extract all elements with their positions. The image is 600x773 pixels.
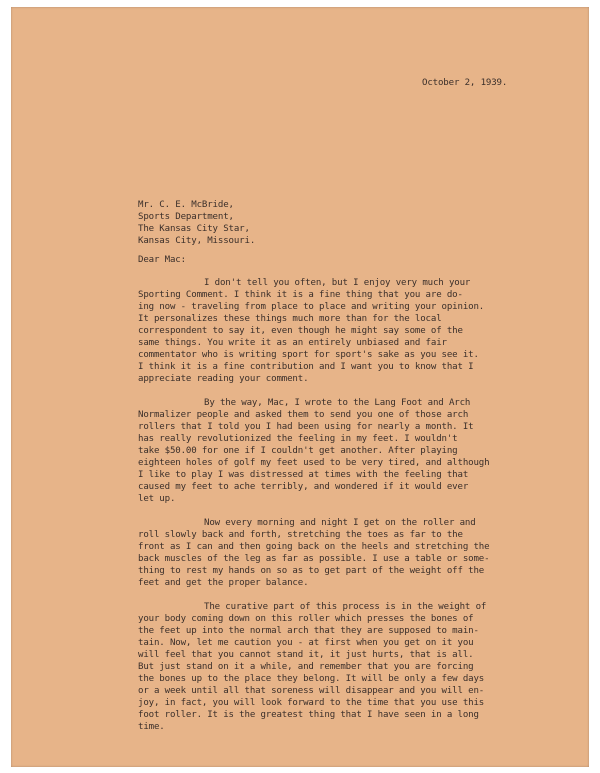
paragraph-4-line: will feel that you cannot stand it, it just hurts, that is all. (138, 650, 474, 660)
letter-sheet (11, 7, 589, 767)
paragraph-3-line: roll slowly back and forth, stretching the toes as far to the (138, 530, 463, 540)
paragraph-2-line: caused my feet to ache terribly, and wondered if it would ever (138, 482, 469, 492)
paragraph-3-line: Now every morning and night I get on the roller and (204, 518, 476, 528)
paragraph-1-line: ing now - traveling from place to place and writing your opinion. (138, 302, 485, 312)
paragraph-2-line: let up. (138, 494, 176, 504)
paragraph-2-line: rollers that I told you I had been using for nearly a month. It (138, 422, 474, 432)
salutation: Dear Mac: (138, 255, 186, 265)
paragraph-4-line: foot roller. It is the greatest thing that I have seen in a long (138, 710, 479, 720)
paragraph-4-line: time. (138, 722, 165, 732)
paragraph-4-line: The curative part of this process is in the weight of (204, 602, 487, 612)
paragraph-4-line: the feet up into the normal arch that they are supposed to main- (138, 626, 479, 636)
letter-body (11, 7, 589, 767)
paragraph-4-line: or a week until all that soreness will disappear and you will en- (138, 686, 485, 696)
paragraph-1-line: It personalizes these things much more than for the local (138, 314, 442, 324)
paragraph-3-line: back muscles of the leg as far as possible. I use a table or some- (138, 554, 490, 564)
letter-date: October 2, 1939. (422, 78, 508, 88)
paragraph-2-line: By the way, Mac, I wrote to the Lang Foot and Arch (204, 398, 471, 408)
paragraph-4-line: But just stand on it a while, and remember that you are forcing (138, 662, 474, 672)
address-line: Kansas City, Missouri. (138, 236, 256, 246)
address-line: Mr. C. E. McBride, (138, 200, 234, 210)
address-line: The Kansas City Star, (138, 224, 250, 234)
paragraph-1-line: I think it is a fine contribution and I want you to know that I (138, 362, 474, 372)
paragraph-4-line: the bones up to the place they belong. It will be only a few days (138, 674, 485, 684)
paragraph-1-line: same things. You write it as an entirely unbiased and fair (138, 338, 447, 348)
address-line: Sports Department, (138, 212, 234, 222)
paragraph-4-line: joy, in fact, you will look forward to the time that you use this (138, 698, 485, 708)
paragraph-1-line: Sporting Comment. I think it is a fine thing that you are do- (138, 290, 463, 300)
paragraph-1-line: correspondent to say it, even though he might say some of the (138, 326, 463, 336)
paragraph-4-line: tain. Now, let me caution you - at first when you get on it you (138, 638, 474, 648)
paragraph-2-line: has really revolutionized the feeling in my feet. I wouldn't (138, 434, 458, 444)
paragraph-4-line: your body coming down on this roller which presses the bones of (138, 614, 474, 624)
paragraph-2-line: eighteen holes of golf my feet used to be very tired, and although (138, 458, 490, 468)
paragraph-3-line: front as I can and then going back on the heels and stretching the (138, 542, 490, 552)
paragraph-2-line: Normalizer people and asked them to send you one of those arch (138, 410, 469, 420)
paragraph-2-line: take $50.00 for one if I couldn't get another. After playing (138, 446, 458, 456)
paragraph-2-line: I like to play I was distressed at times with the feeling that (138, 470, 469, 480)
paragraph-1-line: I don't tell you often, but I enjoy very much your (204, 278, 471, 288)
paragraph-3-line: thing to rest my hands on so as to get part of the weight off the (138, 566, 485, 576)
paragraph-3-line: feet and get the proper balance. (138, 578, 309, 588)
paragraph-1-line: appreciate reading your comment. (138, 374, 309, 384)
recipient-address (138, 199, 255, 247)
paragraph-1-line: commentator who is writing sport for sport's sake as you see it. (138, 350, 479, 360)
